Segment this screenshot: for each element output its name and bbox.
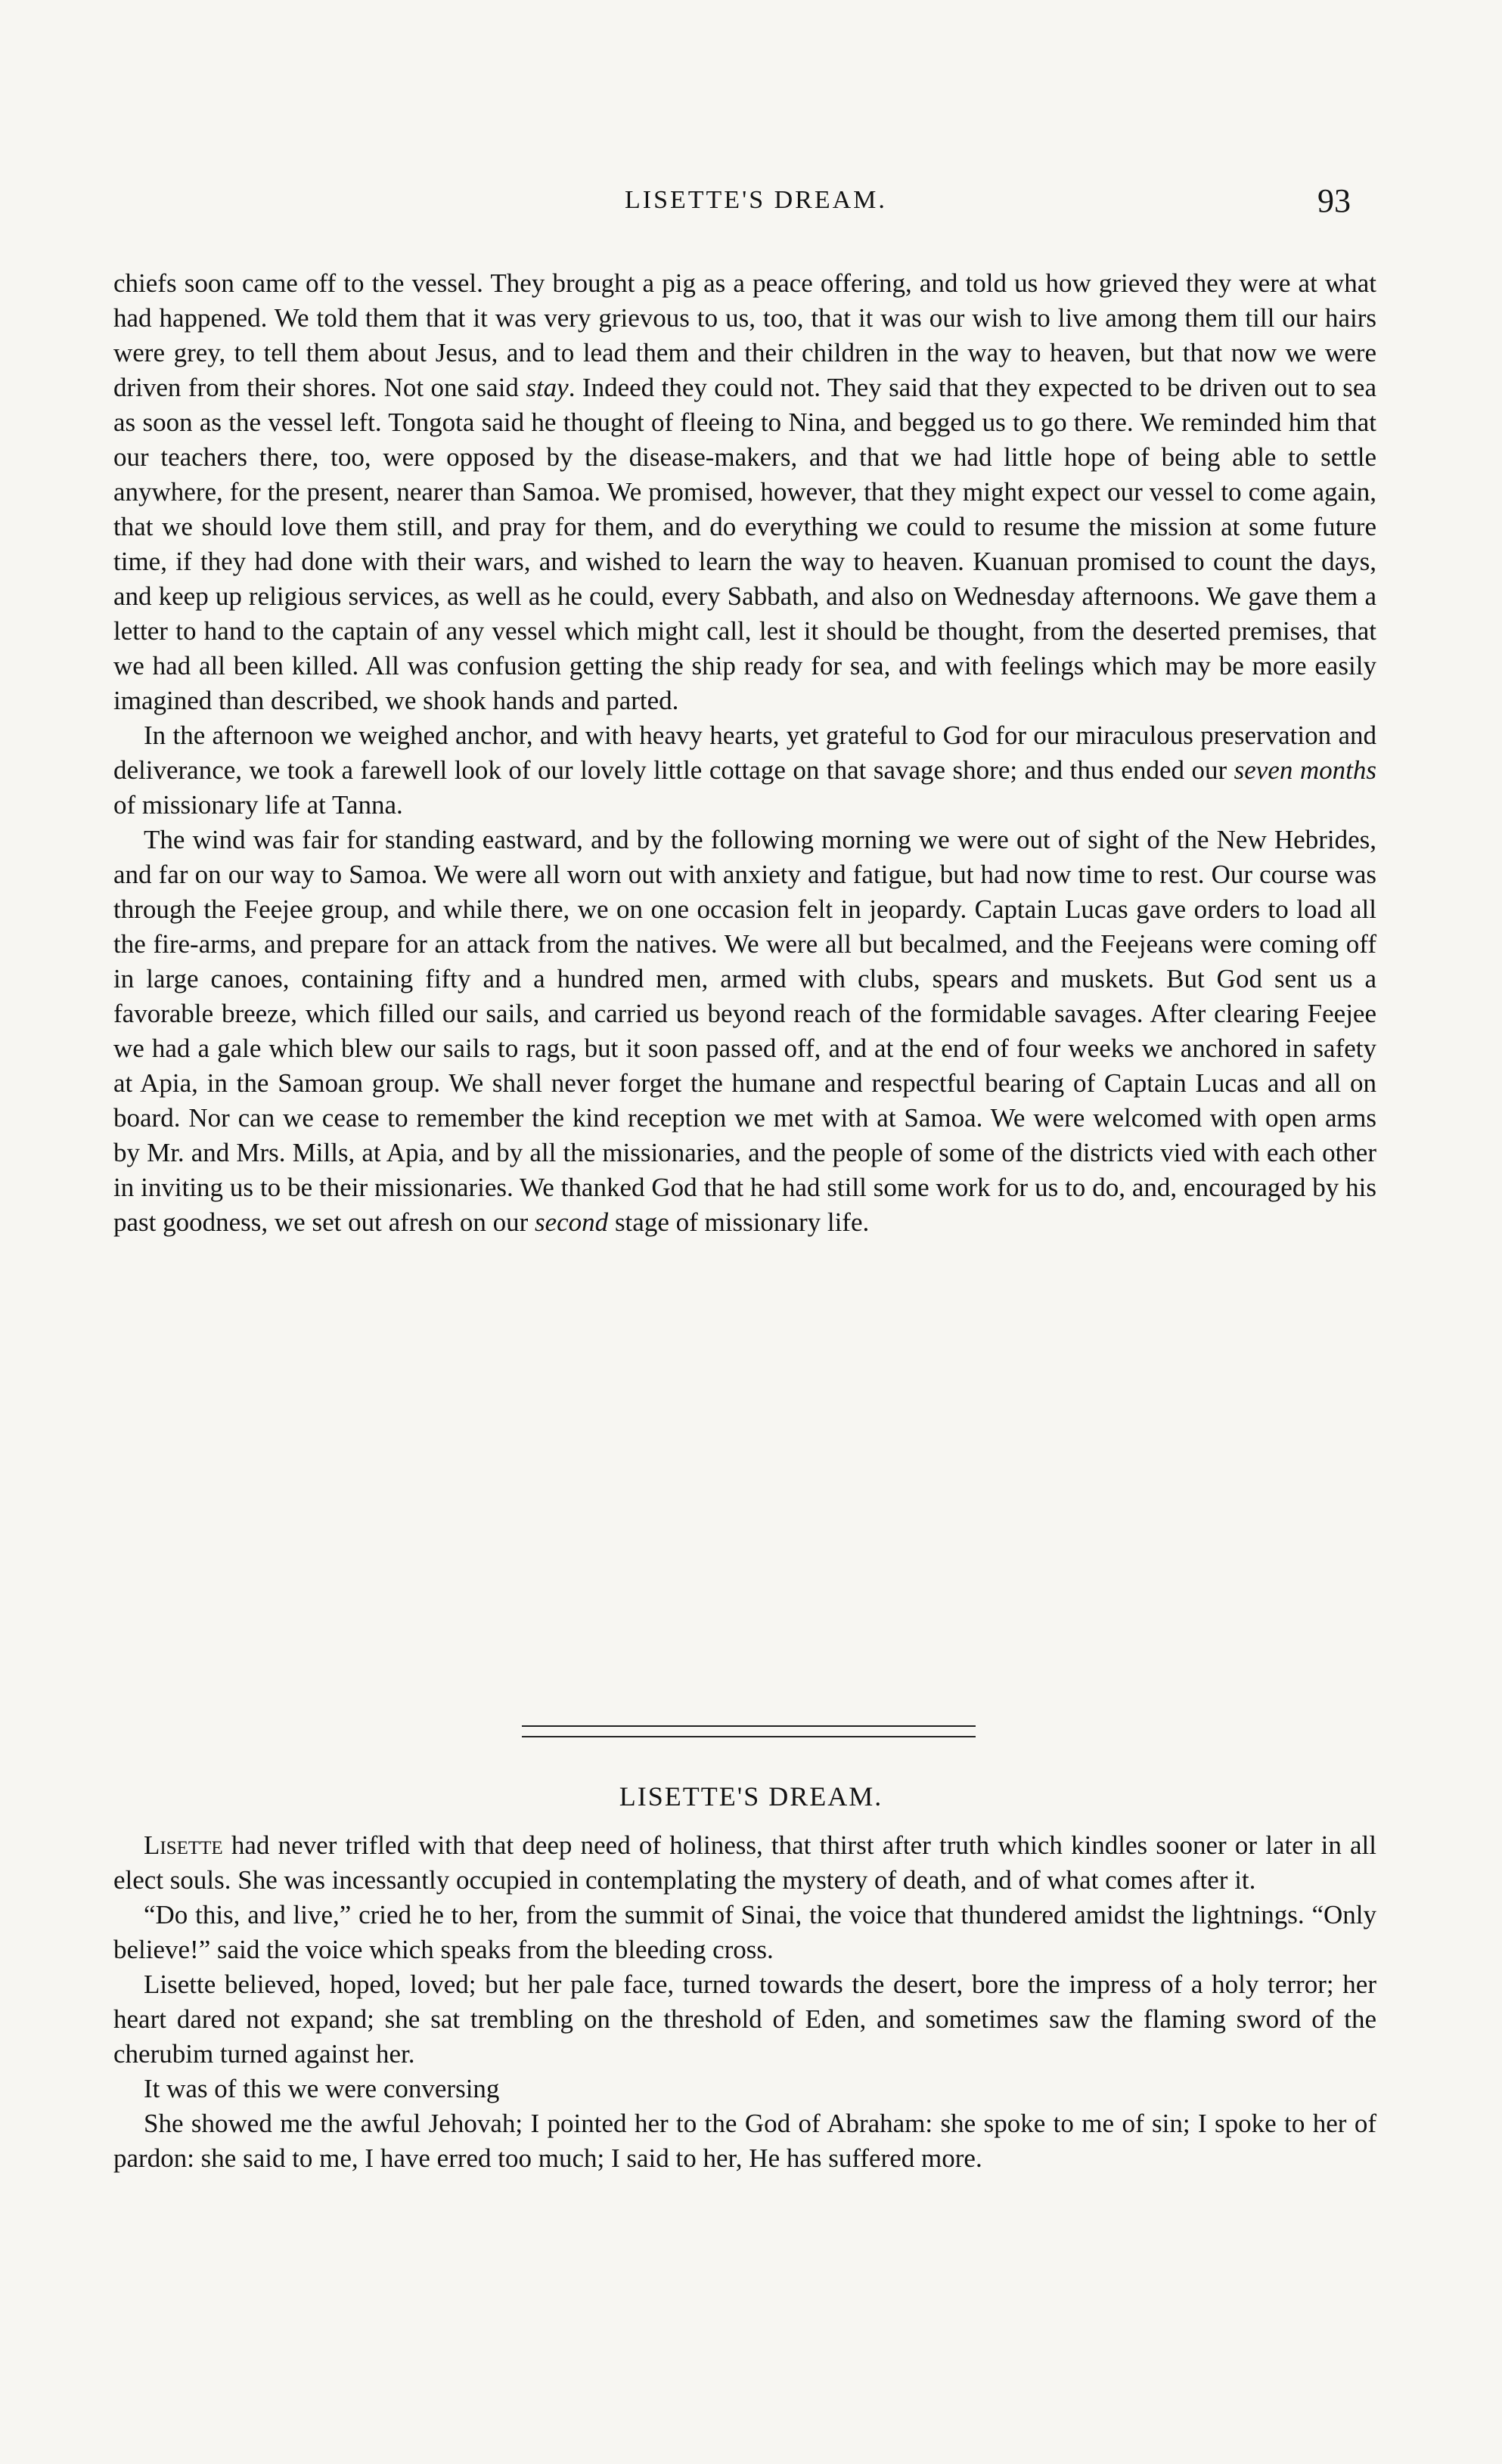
paragraph bbox=[113, 2106, 1376, 2176]
section-divider bbox=[522, 1725, 976, 1737]
page-number: 93 bbox=[1317, 182, 1351, 219]
text-run: . Indeed they could not. They said that they expected to be driven out to sea as soon as the vessel left. Tongota said he thought of fleeing to Nina, and begged us to go there. We reminded him that our teachers there, too, were opposed by the disease-makers, and that we had little hope of being able to settle anywhere, for the present, nearer than Samoa. We promised, however, that they might expect our vessel to come again, that we should love them still, and pray for them, and do everything we could to resume the mission at some future time, if they had done with their wars, and wished to learn the way to heaven. Kuanuan promised to count the days, and keep up religious services, as well as he could, every Sabbath, and also on Wednesday afternoons. We gave them a letter to hand to the captain of any vessel which might call, lest it should be thought, from the deserted premises, that we had all been killed. All was confusion getting the ship ready for sea, and with feelings which may be more easily imagined than described, we shook hands and parted. bbox=[113, 373, 1376, 715]
small-caps-text: Lisette bbox=[144, 1830, 223, 1860]
text-run: The wind was fair for standing eastward, and by the following morning we were out of sight of the New Hebrides, and far on our way to Samoa. We were all worn out with anxiety and fatigue, but had now time to rest. Our course was through the Feejee group, and while there, we on one occasion felt in jeopardy. Captain Lucas gave orders to load all the fire-arms, and prepare for an attack from the natives. We were all but becalmed, and the Feejeans were coming off in large canoes, containing fifty and a hundred men, armed with clubs, spears and muskets. But God sent us a favorable breeze, which filled our sails, and carried us beyond reach of the formidable savages. After clearing Feejee we had a gale which blew our sails to rags, but it soon passed off, and at the end of four weeks we anchored in safety at Apia, in the Samoan group. We shall never forget the humane and respectful bearing of Captain Lucas and all on board. Nor can we cease to remember the kind reception we met with at Samoa. We were welcomed with open arms by Mr. and Mrs. Mills, at Apia, and by all the missionaries, and the people of some of the districts vied with each other in inviting us to be their missionaries. We thanked God that he had still some work for us to do, and, encouraged by his past goodness, we set out afresh on our bbox=[113, 825, 1376, 1237]
text-run: of missionary life at Tanna. bbox=[113, 790, 403, 820]
paragraph bbox=[113, 718, 1376, 823]
paragraph bbox=[113, 1967, 1376, 2072]
text-run: Lisette believed, hoped, loved; but her pale face, turned towards the desert, bore the impress of a holy terror; her heart dared not expand; she sat trembling on the threshold of Eden, and sometimes saw the flaming sword of the cherubim turned against her. bbox=[113, 1970, 1376, 2069]
text-run: chiefs soon came off to the vessel. They brought a pig as a peace offering, and told us how grieved they were at what had happened. We told them that it was very grievous to us, too, that it was our wish to live among them till our hairs were grey, to tell them about Jesus, and to lead them and their children in the way to heaven, but that now we were driven from their shores. Not one said bbox=[113, 268, 1376, 402]
article-continued-text bbox=[113, 266, 1376, 1240]
text-run: She showed me the awful Jehovah; I pointed her to the God of Abraham: she spoke to me of sin; I spoke to her of pardon: she said to me, I have erred too much; I said to her, He has suffered more. bbox=[113, 2109, 1376, 2173]
text-run: It was of this we were conversing bbox=[144, 2074, 500, 2103]
section-text bbox=[113, 1828, 1376, 2176]
italic-text: second bbox=[534, 1207, 609, 1237]
text-run: “Do this, and live,” cried he to her, from the summit of Sinai, the voice that thundered amidst the lightnings. “Only believe!” said the voice which speaks from the bleeding cross. bbox=[113, 1900, 1376, 1964]
text-run: had never trifled with that deep need of holiness, that thirst after truth which kindles sooner or later in all elect souls. She was incessantly occupied in contemplating the mystery of death, and of what comes after it. bbox=[113, 1830, 1376, 1895]
italic-text: stay bbox=[526, 373, 569, 402]
running-title: LISETTE'S DREAM. bbox=[625, 186, 887, 214]
paragraph bbox=[113, 1828, 1376, 1898]
italic-text: seven months bbox=[1234, 755, 1376, 785]
paragraph bbox=[113, 2072, 1376, 2106]
text-run: In the afternoon we weighed anchor, and with heavy hearts, yet grateful to God for our miraculous preservation and deliverance, we took a farewell look of our lovely little cottage on that savage shore; and thus ended our bbox=[113, 721, 1376, 785]
section-title: LISETTE'S DREAM. bbox=[619, 1781, 883, 1812]
paragraph bbox=[113, 1898, 1376, 1967]
text-run: stage of missionary life. bbox=[608, 1207, 870, 1237]
running-head bbox=[0, 181, 1502, 227]
paragraph bbox=[113, 266, 1376, 718]
paragraph bbox=[113, 823, 1376, 1240]
